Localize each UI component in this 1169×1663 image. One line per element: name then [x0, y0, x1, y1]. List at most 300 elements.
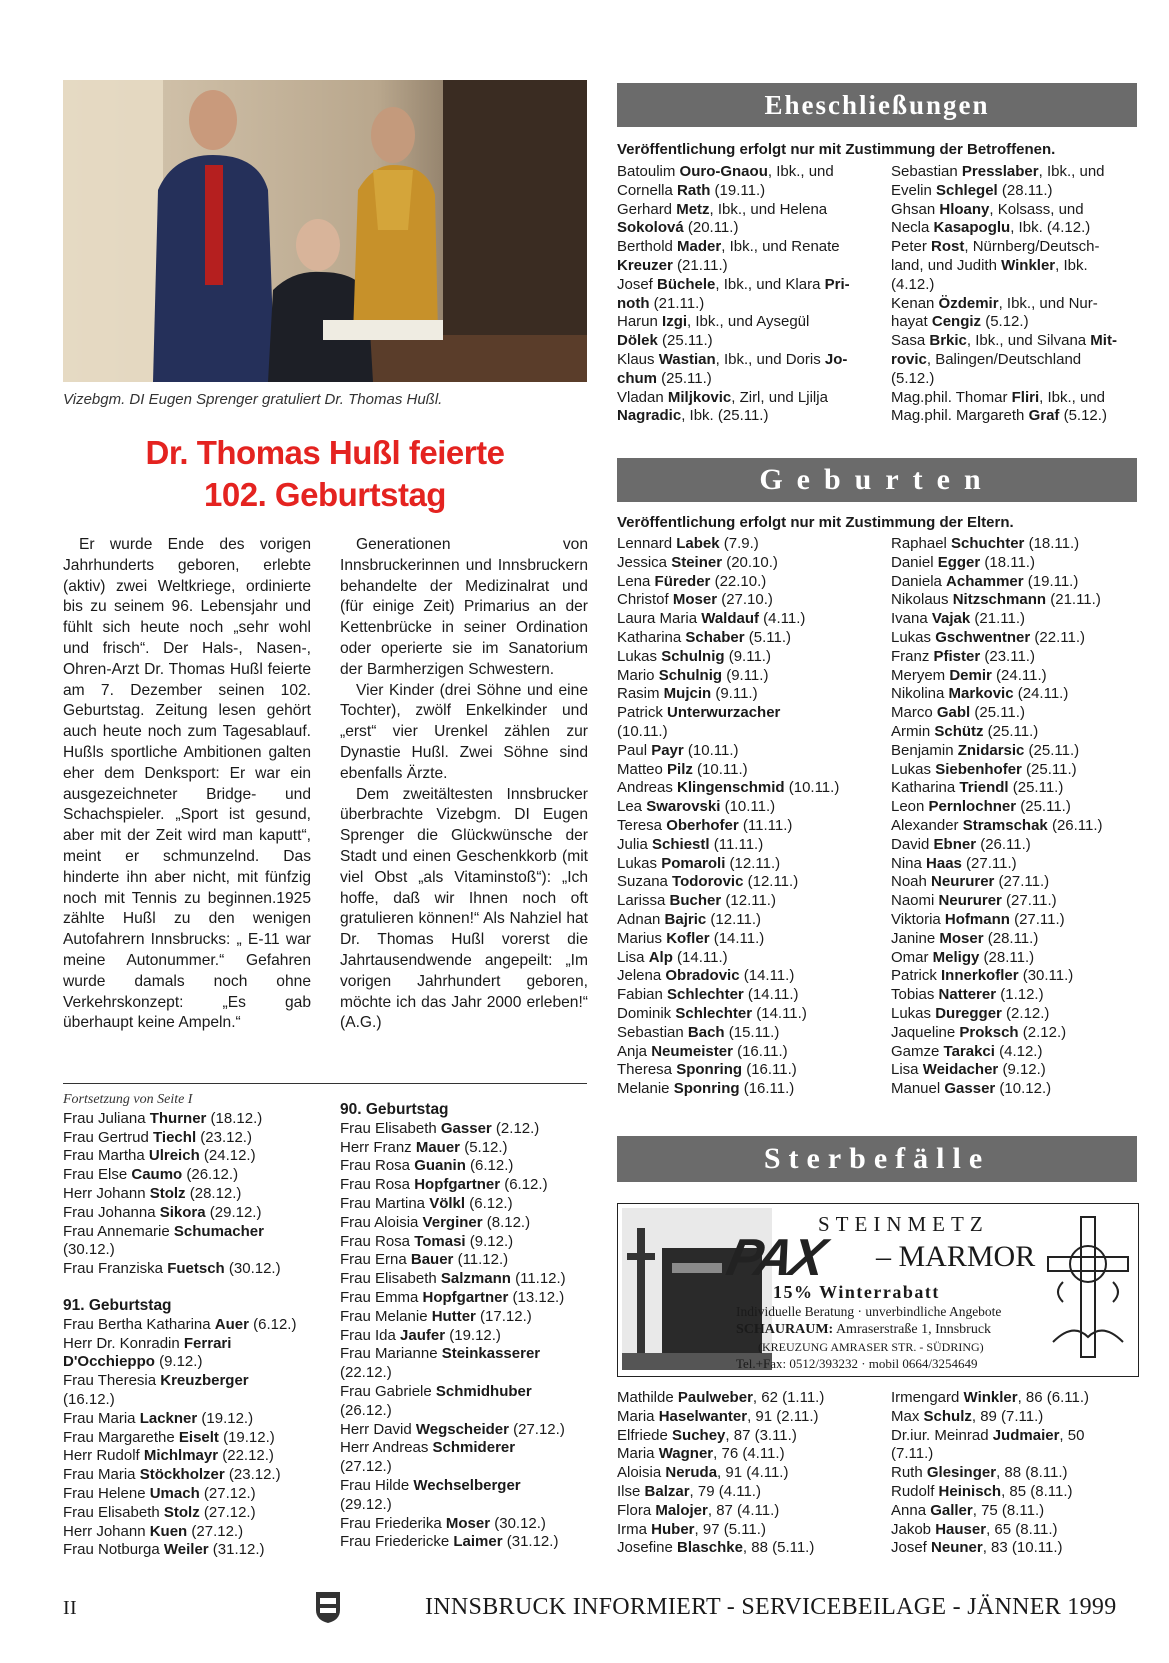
- birth-entry: [891, 723, 1137, 742]
- entry-prefix: Nikolina: [891, 685, 949, 703]
- entry-prefix: Marco: [891, 704, 937, 722]
- entry-date: (10.12.): [995, 1080, 1052, 1098]
- publication-footer: INNSBRUCK INFORMIERT - SERVICEBEILAGE - JÄNNER 1999: [425, 1594, 1117, 1620]
- births-note: Veröffentlichung erfolgt nur mit Zustimmung der Eltern.: [617, 514, 1014, 531]
- marriage-entry: [891, 257, 1137, 276]
- entry-prefix: Christof: [617, 591, 673, 609]
- entry-date: (24.12.): [199, 1147, 256, 1165]
- entry-prefix: (27.12.): [340, 1458, 392, 1476]
- entry-name: Hauser: [935, 1520, 987, 1538]
- marriage-entry: [891, 313, 1137, 332]
- entry-text: , Ibk., und Silvana: [966, 332, 1091, 350]
- entry-prefix: Frau Hilde: [340, 1476, 414, 1494]
- marriage-entry: [617, 407, 869, 426]
- entry-name: Neururer: [931, 873, 995, 891]
- entry-prefix: (7.11.): [891, 1445, 934, 1463]
- entry-prefix: Frau Martha: [63, 1147, 149, 1165]
- marriage-entry: [891, 370, 1137, 389]
- entry-name: Neruda: [665, 1464, 718, 1482]
- birth-entry: [617, 1043, 877, 1062]
- marriages-column-1: [617, 163, 869, 426]
- birthday-entry: [340, 1270, 588, 1289]
- entry-name: Labek: [676, 535, 720, 552]
- birth-entry: [891, 892, 1137, 911]
- entry-date: , 97 (5.11.): [694, 1520, 766, 1538]
- entry-prefix: Lea: [617, 798, 647, 816]
- entry-prefix: Frau Else: [63, 1166, 132, 1184]
- marriage-entry: [617, 351, 869, 370]
- births-column-2: [891, 535, 1137, 1099]
- entry-prefix: Frau Rosa: [340, 1232, 415, 1250]
- entry-name: Klingenschmid: [677, 779, 785, 797]
- birth-entry: [617, 967, 877, 986]
- birthday-entry: [340, 1157, 588, 1176]
- entry-prefix: Lukas: [617, 854, 662, 872]
- birth-entry: [617, 667, 877, 686]
- marriage-entry: [617, 295, 869, 314]
- birthday-entry: [340, 1289, 588, 1308]
- continued-note: Fortsetzung von Seite I: [63, 1092, 193, 1107]
- birthday-entry: [63, 1147, 311, 1166]
- entry-text: , Ibk., und Doris: [715, 350, 825, 368]
- entry-name: Kofler: [666, 929, 710, 947]
- entry-date: (12.11.): [706, 910, 761, 928]
- entry-prefix: Frau Gertrud: [63, 1128, 154, 1146]
- entry-name: Gabl: [936, 704, 971, 722]
- entry-prefix: Theresa: [617, 1061, 677, 1079]
- entry-prefix: Irma: [617, 1520, 652, 1538]
- entry-name: Neumeister: [651, 1042, 733, 1060]
- article-headline: [63, 432, 587, 516]
- entry-prefix: Frau Margarethe: [63, 1428, 179, 1446]
- entry-text: land, und Judith: [891, 256, 1002, 274]
- entry-text: (4.12.): [891, 275, 935, 293]
- birth-entry: [617, 629, 877, 648]
- entry-name: Bach: [687, 1023, 725, 1041]
- entry-prefix: Meryem: [891, 666, 950, 684]
- marriage-entry: [617, 163, 869, 182]
- entry-date: (26.11.): [1047, 816, 1103, 834]
- entry-name: Schulz: [923, 1407, 972, 1425]
- entry-prefix: Frau Erna: [340, 1251, 411, 1269]
- birthday-entry: [340, 1176, 588, 1195]
- entry-date: (23.12.): [196, 1128, 252, 1146]
- entry-name: Mauer: [415, 1138, 461, 1156]
- entry-name: Ferrari: [183, 1334, 232, 1352]
- entry-name: Hopfgartner: [414, 1176, 501, 1194]
- entry-prefix: Frau Friedericke: [340, 1533, 454, 1551]
- entry-name: Stolz: [149, 1184, 186, 1202]
- entry-date: , 62 (1.11.): [752, 1389, 825, 1406]
- entry-name: Bauer: [410, 1251, 454, 1269]
- entry-name: Tarakci: [943, 1042, 995, 1060]
- entry-date: (6.12.): [465, 1157, 514, 1175]
- birth-entry: [891, 554, 1137, 573]
- births-banner: Geburten: [617, 458, 1137, 502]
- death-entry: [617, 1539, 869, 1558]
- birthday-entry: [340, 1120, 588, 1139]
- entry-prefix: Manuel: [891, 1080, 945, 1098]
- entry-date: (30.11.): [1018, 967, 1074, 985]
- entry-prefix: Viktoria: [891, 910, 945, 928]
- entry-prefix: Herr Andreas: [340, 1439, 433, 1457]
- entry-date: (28.11.): [983, 929, 1039, 947]
- entry-name: Demir: [949, 666, 992, 684]
- entry-prefix: Lena: [617, 572, 655, 590]
- entry-date: (14.11.): [752, 1004, 807, 1022]
- entry-name: Znidarsic: [957, 741, 1025, 759]
- entry-name: Neuner: [931, 1539, 983, 1557]
- entry-name: Kreuzer: [617, 256, 673, 274]
- birth-entry: [617, 798, 877, 817]
- entry-date: (7.9.): [719, 535, 759, 552]
- entry-date: (27.11.): [961, 854, 1017, 872]
- entry-date: (10.11.): [784, 779, 840, 797]
- entry-prefix: Rasim: [617, 685, 664, 703]
- entry-name: Bajric: [664, 910, 707, 928]
- entry-prefix: Melanie: [617, 1080, 674, 1098]
- entry-prefix: Larissa: [617, 892, 670, 910]
- entry-date: (19.12.): [197, 1409, 254, 1427]
- marriage-entry: [891, 295, 1137, 314]
- entry-name: Weidacher: [922, 1061, 999, 1079]
- entry-prefix: Janine: [891, 929, 940, 947]
- entry-name: noth: [617, 294, 650, 312]
- entry-prefix: Paul: [617, 741, 652, 759]
- entry-text: , Ibk., und: [1039, 388, 1105, 406]
- entry-date: , 89 (7.11.): [971, 1407, 1044, 1425]
- entry-date: (25.11.): [1024, 741, 1080, 759]
- birth-entry: [891, 779, 1137, 798]
- ad-consulting: Individuelle Beratung · unverbindliche Angebote: [736, 1304, 1002, 1319]
- birth-entry: [891, 1005, 1137, 1024]
- birth-entry: [617, 648, 877, 667]
- entry-text: Josef: [617, 275, 658, 293]
- entry-text: , Ibk., und Helena: [709, 200, 828, 218]
- entry-prefix: Noah: [891, 873, 932, 891]
- entry-name: Tiechl: [153, 1128, 197, 1146]
- marriage-entry: [617, 238, 869, 257]
- entry-date: (22.10.): [710, 572, 767, 590]
- entry-name: Schmidhuber: [435, 1382, 532, 1400]
- entry-name: Weiler: [163, 1541, 209, 1559]
- article-column-2: [340, 535, 588, 1034]
- entry-name: Kasapoglu: [933, 219, 1011, 237]
- entry-name: Jo-: [824, 350, 848, 368]
- entry-name: Sikora: [159, 1203, 206, 1221]
- entry-prefix: Jaqueline: [891, 1023, 960, 1041]
- birth-entry: [891, 930, 1137, 949]
- entry-name: Bucher: [669, 892, 722, 910]
- entry-name: Nitzschmann: [952, 591, 1047, 609]
- birth-entry: [891, 573, 1137, 592]
- birthday-entry: [63, 1429, 311, 1448]
- entry-prefix: Frau Elisabeth: [340, 1270, 441, 1288]
- entry-name: Alp: [648, 948, 673, 966]
- birthday-entry: [340, 1383, 588, 1402]
- entry-text: Evelin: [891, 181, 937, 199]
- birth-entry: [891, 949, 1137, 968]
- entry-prefix: Frau Gabriele: [340, 1382, 436, 1400]
- marriage-entry: [891, 389, 1137, 408]
- entry-name: Ebner: [933, 835, 977, 853]
- entry-name: Michlmayr: [143, 1447, 219, 1465]
- birthday-entry: [340, 1496, 588, 1515]
- entry-name: Steinkasserer: [441, 1345, 541, 1363]
- entry-prefix: Mario: [617, 666, 659, 684]
- marriage-entry: [891, 163, 1137, 182]
- entry-name: Todorovic: [672, 873, 744, 891]
- birth-entry: [617, 836, 877, 855]
- marriage-entry: [617, 276, 869, 295]
- ad-phone: Tel.+Fax: 0512/393232 · mobil 0664/3254649: [736, 1356, 978, 1371]
- entry-date: (25.11.): [1021, 760, 1077, 778]
- entry-prefix: Frau Juliana: [63, 1109, 150, 1127]
- photo-caption: Vizebgm. DI Eugen Sprenger gratuliert Dr. Thomas Hußl.: [63, 391, 443, 408]
- death-entry: [891, 1483, 1137, 1502]
- birth-entry: [891, 535, 1137, 554]
- entry-name: Natterer: [938, 986, 997, 1004]
- entry-date: (12.11.): [721, 892, 776, 910]
- entry-date: (21.11.): [970, 610, 1025, 628]
- entry-name: Moser: [445, 1514, 491, 1532]
- death-entry: [891, 1445, 1137, 1464]
- article-divider: [63, 1083, 587, 1084]
- entry-text: , Zirl, und Ljilja: [731, 388, 828, 406]
- entry-date: (12.11.): [725, 854, 781, 872]
- entry-name: Schulnig: [658, 666, 723, 684]
- entry-prefix: David: [891, 835, 934, 853]
- entry-text: Vladan: [617, 388, 668, 406]
- entry-text: (25.11.): [657, 369, 712, 387]
- birth-entry: [617, 573, 877, 592]
- entry-name: Izgi: [662, 313, 688, 331]
- birth-entry: [891, 667, 1137, 686]
- entry-prefix: Adnan: [617, 910, 665, 928]
- birth-entry: [891, 742, 1137, 761]
- entry-name: Nagradic: [617, 407, 682, 425]
- entry-name: Unterwurzacher: [667, 704, 781, 722]
- entry-name: Neururer: [938, 892, 1002, 910]
- birthday-entry: [340, 1402, 588, 1421]
- entry-prefix: Frau Bertha Katharina: [63, 1315, 215, 1333]
- cross-ornament-icon: [1043, 1212, 1133, 1362]
- entry-prefix: Leon: [891, 798, 929, 816]
- birth-entry: [617, 892, 877, 911]
- entry-prefix: Frau Marianne: [340, 1345, 442, 1363]
- marriage-entry: [891, 219, 1137, 238]
- birthday-entry: [340, 1195, 588, 1214]
- entry-name: Proksch: [959, 1023, 1019, 1041]
- entry-text: (21.11.): [672, 256, 728, 274]
- birthday-entry: [63, 1166, 311, 1185]
- birth-entry: [891, 1080, 1137, 1099]
- photo: [63, 80, 587, 382]
- entry-date: (9.12.): [154, 1353, 203, 1371]
- ad-showroom: [736, 1322, 991, 1338]
- birthday-entry: [63, 1185, 311, 1204]
- entry-prefix: Frau Emma: [340, 1288, 423, 1306]
- entry-name: Achammer: [946, 572, 1024, 590]
- entry-prefix: Frau Theresia: [63, 1372, 161, 1390]
- entry-date: , 76 (4.11.): [713, 1445, 785, 1463]
- entry-prefix: Frau Rosa: [340, 1157, 415, 1175]
- entry-text: , Ibk., und: [1038, 163, 1105, 180]
- entry-prefix: Irmengard: [891, 1389, 964, 1406]
- entry-prefix: Marius: [617, 929, 667, 947]
- section-heading-91: 91. Geburtstag: [63, 1296, 172, 1314]
- entry-name: Stramschak: [962, 816, 1048, 834]
- entry-date: (30.12.): [490, 1514, 546, 1532]
- entry-prefix: Maria: [617, 1445, 659, 1463]
- entry-name: Judmaier: [992, 1426, 1060, 1444]
- ad-discount: 15% Winterrabatt: [773, 1282, 940, 1302]
- birthday-entry: [340, 1439, 588, 1458]
- entry-name: Schaber: [685, 628, 745, 646]
- marriage-entry: [891, 332, 1137, 351]
- birth-entry: [617, 554, 877, 573]
- birthday-entry: [63, 1447, 311, 1466]
- birth-entry: [891, 629, 1137, 648]
- entry-date: (15.11.): [724, 1023, 780, 1041]
- entry-prefix: Gamze: [891, 1042, 944, 1060]
- entry-prefix: Laura Maria: [617, 610, 702, 628]
- entry-date: (24.11.): [1013, 685, 1069, 703]
- birth-entry: [617, 591, 877, 610]
- article-paragraph: Er wurde Ende des vorigen Jahrhunderts geboren, erlebte (aktiv) zwei Weltkriege, ordinierte bis zu seinem 96. Lebensjahr und fühlt sich heute noch „sehr wohl und frisch“. Der Hals-, Nasen-, Ohren-Arzt Dr. Thomas Hußl feierte am 7. Dezember seinen 102. Geburtstag. Zeitung lesen gehört auch heute noch zum Tagesablauf. Hußls sportliche Ambitionen galten eher dem Denksport: Er war ein ausgezeichneter Bridge- und Schachspieler. „Sport ist gesund, aber mit der Zeit wird man kaputt“, meint er schmunzelnd. Das hinderte ihn aber nicht, mit fünfzig noch mit Tennis zu beginnen.1925 zählte Hußl zu den wenigen Autofahrern Innsbrucks: „ E-11 war meine Autonummer.“ Gefahren wurde damals noch ohne Verkehrskonzept: „Es gab überhaupt keine Ampeln.“: [63, 536, 311, 1032]
- advertisement: [617, 1203, 1139, 1377]
- entry-text: Necla: [891, 219, 934, 237]
- ad-showroom-label: SCHAURAUM:: [736, 1322, 834, 1337]
- birthday-entry: [63, 1504, 311, 1523]
- entry-prefix: Lisa: [891, 1061, 923, 1079]
- entry-date: (2.12.): [1018, 1023, 1067, 1041]
- entry-prefix: Jessica: [617, 553, 672, 571]
- ad-steinmetz: STEINMETZ: [818, 1212, 989, 1236]
- entry-name: Huber: [651, 1520, 695, 1538]
- birthday-entry: [63, 1110, 311, 1129]
- entry-date: (10.11.): [683, 741, 739, 759]
- marriage-entry: [891, 182, 1137, 201]
- entry-name: Wagner: [658, 1445, 714, 1463]
- entry-text: (25.11.): [657, 332, 713, 350]
- entry-name: Gschwentner: [935, 628, 1031, 646]
- marriages-column-2: [891, 163, 1137, 426]
- headline-line-1: Dr. Thomas Hußl feierte: [145, 434, 505, 471]
- birthday-list: [340, 1120, 588, 1552]
- entry-prefix: Frau Elisabeth: [340, 1119, 441, 1137]
- entry-date: (21.11.): [1046, 591, 1101, 609]
- marriage-entry: [617, 182, 869, 201]
- entry-name: Paulweber: [677, 1389, 753, 1406]
- entry-name: Verginer: [422, 1213, 483, 1231]
- entry-date: (13.12.): [508, 1288, 565, 1306]
- death-entry: [617, 1389, 869, 1408]
- entry-text: , Kolsass, und: [989, 200, 1084, 218]
- entry-prefix: Jakob: [891, 1520, 936, 1538]
- entry-prefix: Josefine: [617, 1539, 678, 1557]
- entry-prefix: Lisa: [617, 948, 649, 966]
- entry-date: , 75 (8.11.): [972, 1501, 1045, 1519]
- entry-text: (5.12.): [891, 369, 935, 387]
- birth-entry: [891, 798, 1137, 817]
- entry-name: Fliri: [1011, 388, 1040, 406]
- entry-date: (31.12.): [502, 1533, 559, 1551]
- entry-prefix: (26.12.): [340, 1401, 392, 1419]
- entry-date: , 87 (4.11.): [707, 1501, 780, 1519]
- entry-prefix: Ruth: [891, 1464, 927, 1482]
- entry-date: , 50: [1059, 1426, 1085, 1444]
- entry-text: , Ibk., und Nur-: [998, 294, 1098, 312]
- entry-prefix: Anna: [891, 1501, 931, 1519]
- birthdays-column-2: [340, 1101, 588, 1552]
- birthdays-column-1: [63, 1091, 311, 1560]
- entry-name: Thurner: [149, 1109, 207, 1127]
- birthday-entry: [340, 1251, 588, 1270]
- entry-name: Lackner: [139, 1409, 198, 1427]
- entry-date: (20.10.): [722, 553, 778, 571]
- entry-name: Haselwanter: [658, 1407, 748, 1425]
- birthday-list: [63, 1110, 311, 1279]
- entry-prefix: Fabian: [617, 986, 668, 1004]
- deaths-banner: Sterbefälle: [617, 1136, 1137, 1182]
- entry-name: Wegscheider: [415, 1420, 509, 1438]
- entry-date: (8.12.): [482, 1213, 531, 1231]
- entry-name: Oberhofer: [666, 816, 739, 834]
- entry-prefix: Frau Helene: [63, 1484, 150, 1502]
- entry-prefix: Herr David: [340, 1420, 416, 1438]
- entry-name: Sokolová: [617, 219, 684, 237]
- birthday-entry: [340, 1327, 588, 1346]
- entry-name: Steiner: [671, 553, 723, 571]
- entry-text: Kenan: [891, 294, 939, 312]
- section-heading-90: 90. Geburtstag: [340, 1101, 449, 1118]
- entry-prefix: (10.11.): [617, 722, 668, 740]
- entry-text: (20.11.): [683, 219, 739, 237]
- death-entry: [617, 1464, 869, 1483]
- birth-entry: [891, 855, 1137, 874]
- entry-name: Schütz: [934, 722, 984, 740]
- entry-name: Miljkovic: [667, 388, 732, 406]
- marriages-note: Veröffentlichung erfolgt nur mit Zustimmung der Betroffenen.: [617, 141, 1056, 158]
- entry-text: , Ibk., und Renate: [721, 238, 840, 256]
- entry-date: (9.11.): [722, 666, 769, 684]
- entry-name: Hutter: [431, 1307, 476, 1325]
- entry-text: Cornella: [617, 181, 678, 199]
- entry-date: (23.12.): [224, 1466, 281, 1484]
- entry-name: Schulnig: [661, 647, 725, 665]
- entry-date: (5.12.): [460, 1138, 508, 1156]
- birthday-entry: [63, 1353, 311, 1372]
- entry-prefix: Aloisia: [617, 1464, 666, 1482]
- entry-date: (28.11.): [979, 948, 1035, 966]
- entry-name: Waldauf: [701, 610, 759, 628]
- entry-name: rovic: [891, 350, 927, 368]
- birthday-entry: [63, 1466, 311, 1485]
- entry-date: (14.11.): [739, 967, 795, 985]
- birth-entry: [891, 967, 1137, 986]
- entry-name: Hloany: [939, 200, 990, 218]
- birth-entry: [891, 761, 1137, 780]
- entry-prefix: Herr Franz: [340, 1138, 416, 1156]
- entry-prefix: Flora: [617, 1501, 656, 1519]
- entry-prefix: (16.12.): [63, 1390, 115, 1408]
- entry-date: (27.11.): [1009, 910, 1065, 928]
- entry-date: , 88 (5.11.): [742, 1539, 815, 1557]
- birthday-entry: [63, 1335, 311, 1354]
- death-entry: [617, 1445, 869, 1464]
- entry-name: Winkler: [1001, 256, 1056, 274]
